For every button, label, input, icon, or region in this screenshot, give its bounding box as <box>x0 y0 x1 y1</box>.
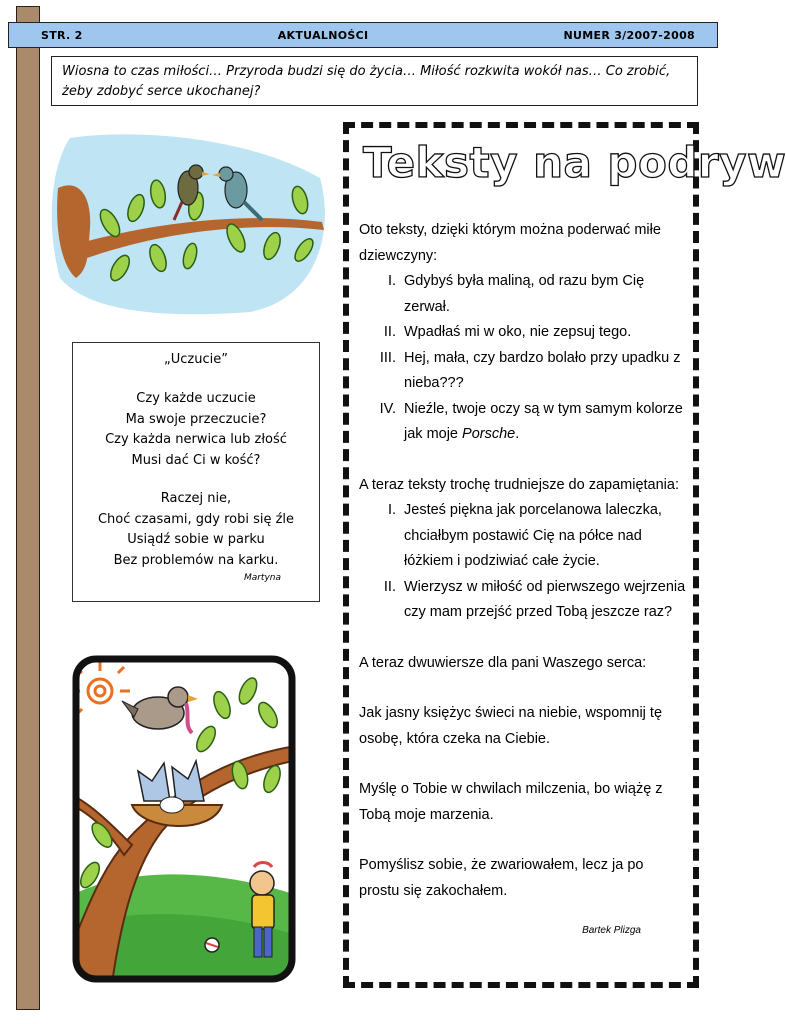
couplet: Jak jasny księżyc świeci na niebie, wspomnij tę osobę, która czeka na Ciebie. <box>359 705 663 747</box>
section-title: AKTUALNOŚCI <box>277 28 369 42</box>
article-intro: Oto teksty, dzięki którym można poderwać miłe dziewczyny: <box>359 222 661 264</box>
page-number: STR. 2 <box>41 28 83 42</box>
poem-author: Martyna <box>243 573 281 583</box>
poem-line: Musi dać Ci w kość? <box>131 452 261 468</box>
birds-on-branch-illustration <box>50 128 334 314</box>
couplets-intro: A teraz dwuwiersze dla pani Waszego serca: <box>359 654 647 671</box>
emphasis: Porsche <box>462 426 516 442</box>
poem-line: Usiądź sobie w parku <box>127 532 265 547</box>
list-item: II. Wierzysz w miłość od pierwszego wejrzenia czy mam przejść przed Tobą jeszcze raz? <box>383 578 686 620</box>
list-item: I. Gdybyś była maliną, od razu bym Cię zerwał. <box>387 273 645 315</box>
issue-number: NUMER 3/2007-2008 <box>563 28 695 42</box>
article-body <box>359 218 687 944</box>
poem-box <box>72 342 320 602</box>
poem-line: Bez problemów na karku. <box>113 552 279 568</box>
article-author: Bartek Plizga <box>582 925 641 936</box>
poem-title: „Uczucie” <box>164 352 228 367</box>
pickup-lines-list <box>359 269 687 448</box>
nest-and-child-illustration <box>72 655 296 983</box>
page-header <box>8 22 718 48</box>
poem-stanza-1 <box>73 389 319 471</box>
page-side-bar <box>16 6 40 1010</box>
intro-box: Wiosna to czas miłości… Przyroda budzi się do życia… Miłość rozkwita wokół nas… Co zrobić, żeby zdobyć serce ukochanej? <box>51 56 698 106</box>
couplet: Myślę o Tobie w chwilach milczenia, bo wiążę z Tobą moje marzenia. <box>359 781 663 823</box>
couplet: Pomyślisz sobie, że zwariowałem, lecz ja po prostu się zakochałem. <box>359 857 644 899</box>
poem-stanza-2 <box>73 489 319 571</box>
harder-lines-list <box>359 498 687 626</box>
poem-line: Choć czasami, gdy robi się źle <box>97 511 295 527</box>
poem-line: Czy każda nerwica lub złość <box>105 432 287 447</box>
list-item: IV. Nieźle, twoje oczy są w tym samym kolorze jak moje Porsche. <box>379 400 683 442</box>
poem-line: Raczej nie, <box>160 491 232 506</box>
list-item: III. Hej, mała, czy bardzo bolało przy upadku z nieba??? <box>379 349 681 391</box>
list-item: II. Wpadłaś mi w oko, nie zepsuj tego. <box>383 324 632 340</box>
article-box <box>343 122 786 988</box>
poem-line: Ma swoje przeczucie? <box>125 411 267 427</box>
article-headline: Teksty na podryw <box>363 138 786 187</box>
harder-intro: A teraz teksty trochę trudniejsze do zapamiętania: <box>359 476 679 493</box>
poem-line: Czy każde uczucie <box>136 391 256 406</box>
list-item: I. Jesteś piękna jak porcelanowa laleczka, chciałbym postawić Cię na półce nad łóżkiem i podziwiać całe życie. <box>387 502 662 569</box>
